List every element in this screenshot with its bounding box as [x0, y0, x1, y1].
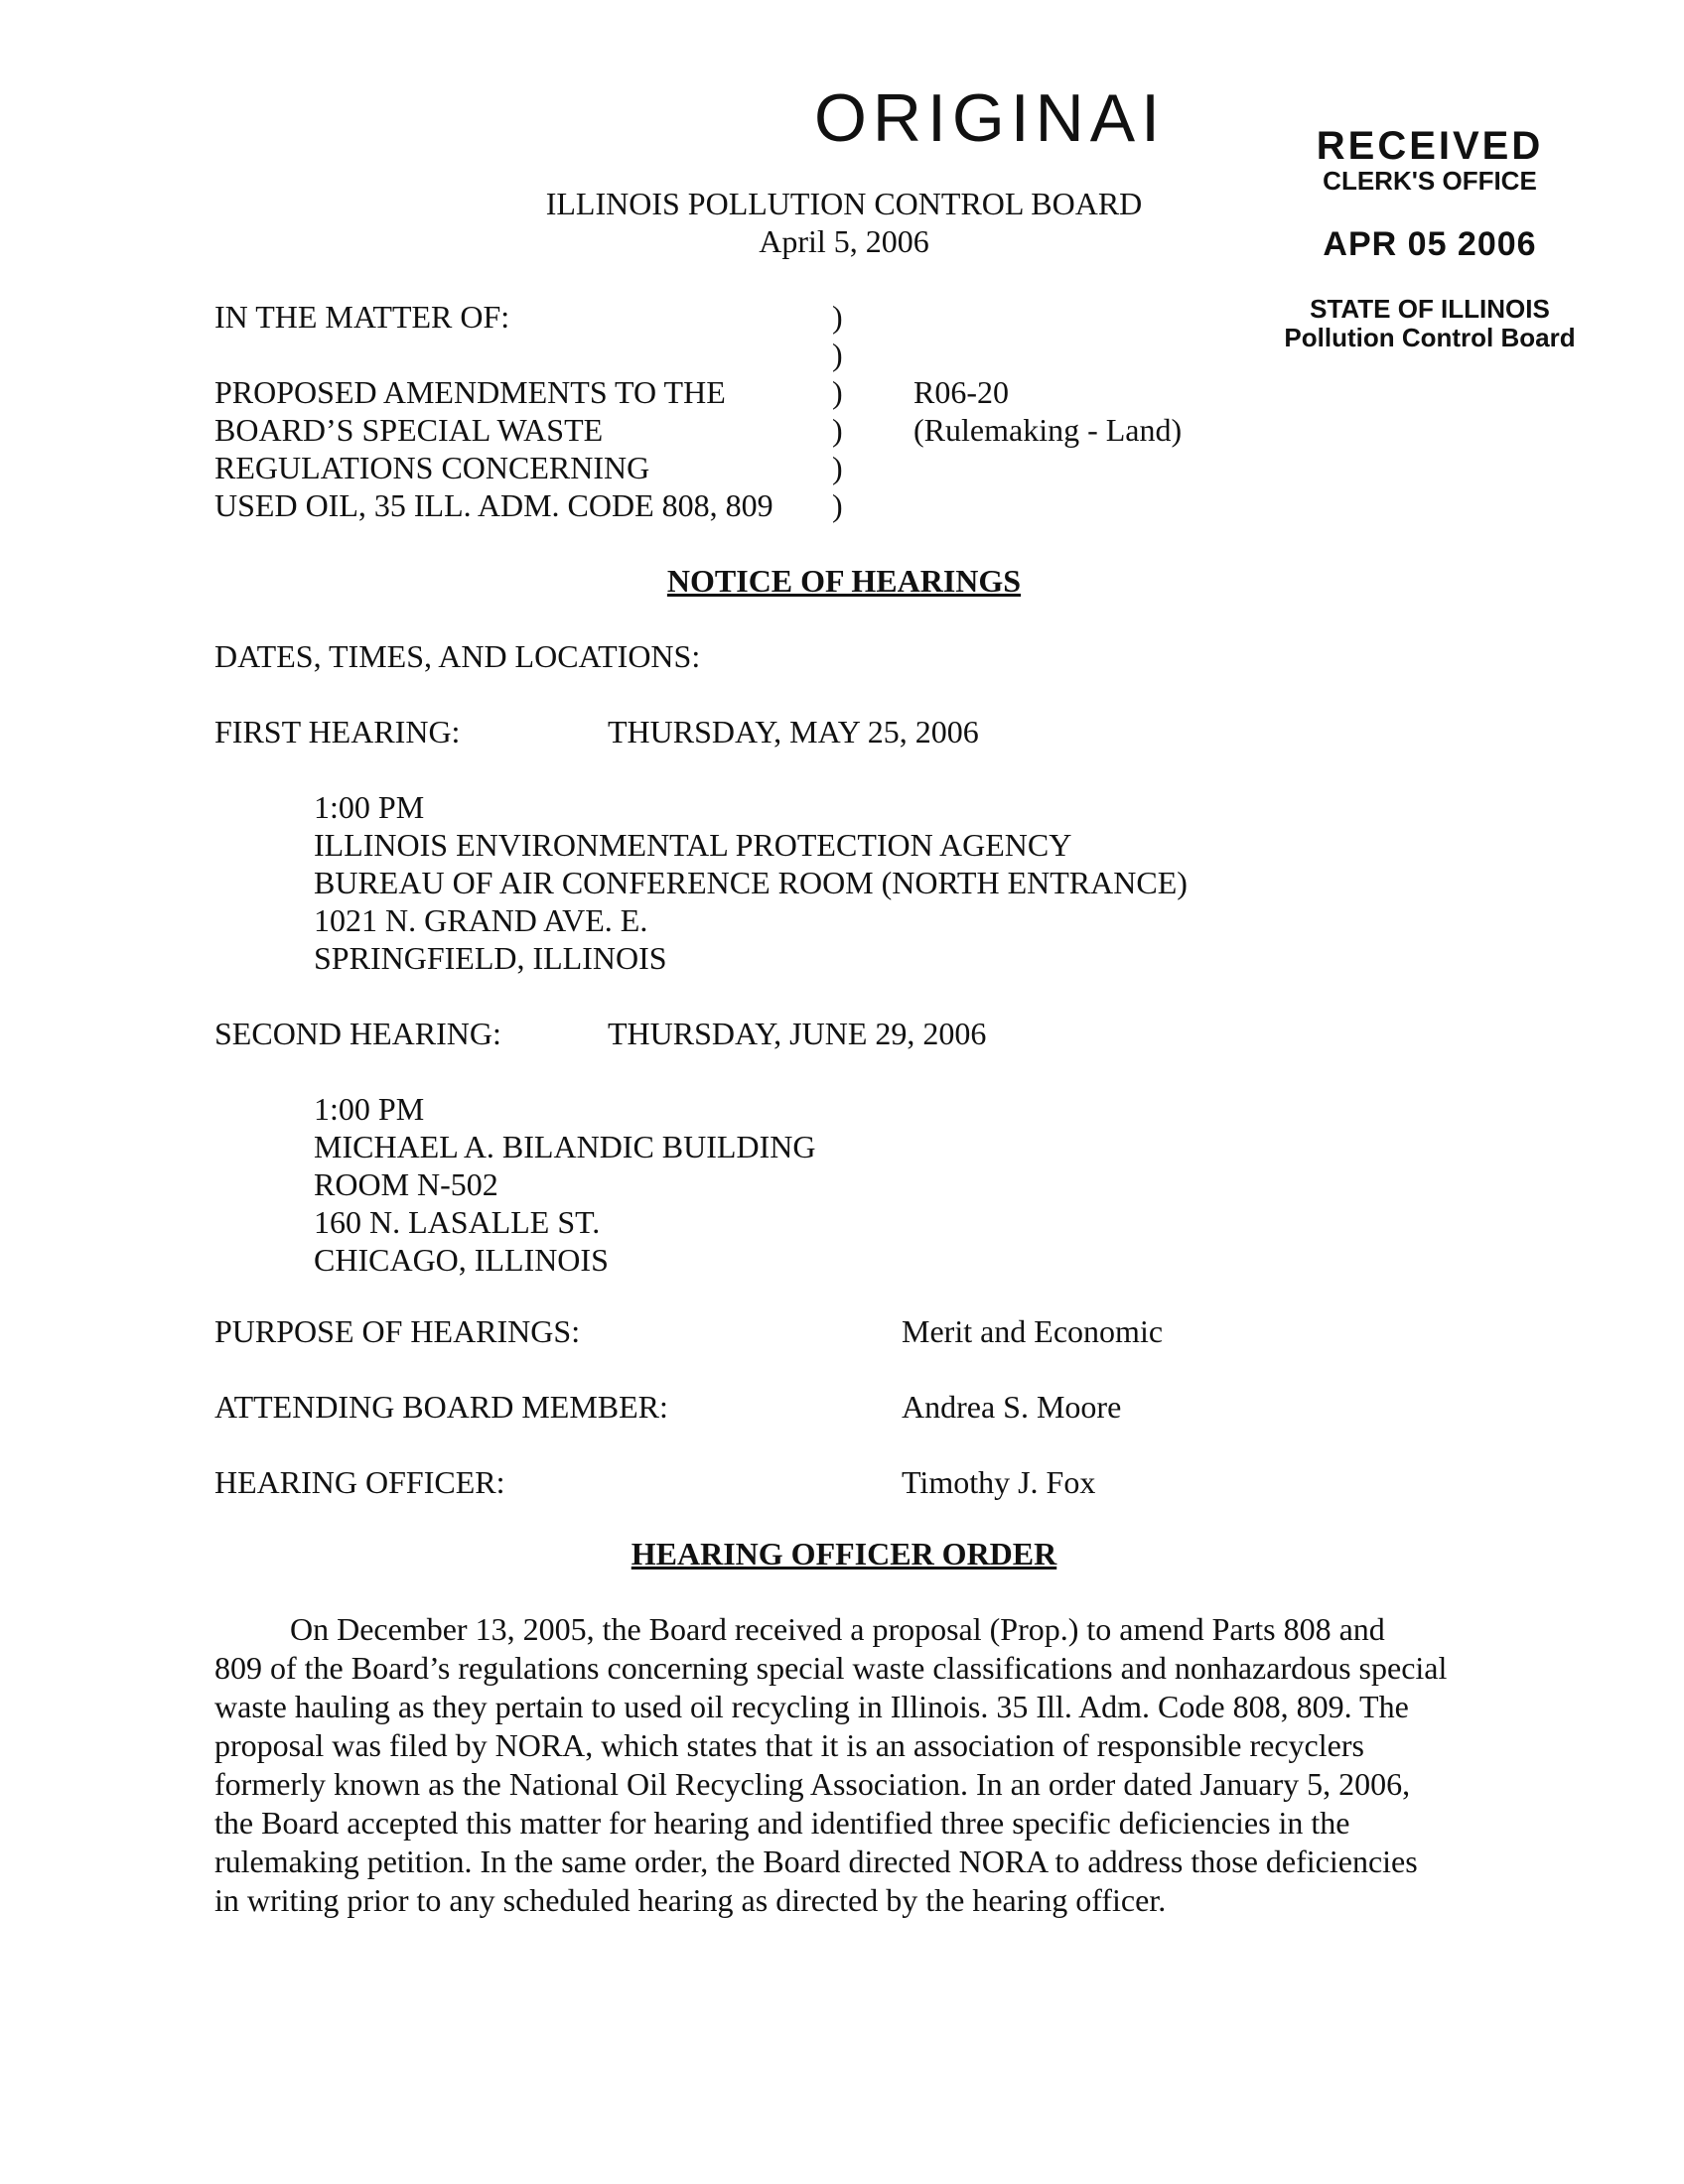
order-paragraph-line: proposal was filed by NORA, which states that it is an association of responsible recyclers: [214, 1727, 1364, 1763]
second-hearing-date: THURSDAY, JUNE 29, 2006: [608, 1016, 987, 1051]
dates-times-locations-label: DATES, TIMES, AND LOCATIONS:: [214, 638, 701, 674]
order-paragraph-line: waste hauling as they pertain to used oil recycling in Illinois. 35 Ill. Adm. Code 808, 809. The: [214, 1689, 1409, 1724]
caption-line-1: PROPOSED AMENDMENTS TO THE: [214, 374, 726, 410]
order-paragraph-line: formerly known as the National Oil Recycling Association. In an order dated January 5, 2006,: [214, 1766, 1411, 1802]
board-member-label: ATTENDING BOARD MEMBER:: [214, 1389, 668, 1425]
caption-paren: ): [832, 299, 843, 335]
received-date: APR 05 2006: [1323, 225, 1537, 263]
hearing-officer-label: HEARING OFFICER:: [214, 1464, 505, 1500]
received-state: STATE OF ILLINOIS: [1310, 294, 1550, 324]
original-stamp: ORIGINAI: [814, 80, 1167, 156]
docket-type: (Rulemaking - Land): [913, 412, 1183, 448]
purpose-label: PURPOSE OF HEARINGS:: [214, 1313, 581, 1349]
first-hearing-label: FIRST HEARING:: [214, 714, 461, 750]
order-paragraph-line: rulemaking petition. In the same order, the Board directed NORA to address those deficiencies: [214, 1843, 1418, 1879]
second-hearing-location-line: MICHAEL A. BILANDIC BUILDING: [314, 1129, 816, 1164]
second-hearing-time: 1:00 PM: [314, 1091, 425, 1127]
order-heading: HEARING OFFICER ORDER: [631, 1536, 1057, 1571]
caption-paren: ): [832, 412, 843, 448]
order-paragraph-line: 809 of the Board’s regulations concerning special waste classifications and nonhazardous special: [214, 1650, 1448, 1686]
received-title: RECEIVED: [1316, 124, 1544, 168]
received-office: CLERK'S OFFICE: [1323, 166, 1537, 196]
first-hearing-date: THURSDAY, MAY 25, 2006: [608, 714, 979, 750]
caption-paren: ): [832, 487, 843, 523]
caption-paren: ): [832, 374, 843, 410]
agency-name: ILLINOIS POLLUTION CONTROL BOARD: [545, 186, 1143, 221]
docket-number: R06-20: [913, 374, 1009, 410]
purpose-value: Merit and Economic: [902, 1313, 1164, 1349]
matter-label: IN THE MATTER OF:: [214, 299, 510, 335]
order-date: April 5, 2006: [759, 223, 929, 259]
first-hearing-location-line: ILLINOIS ENVIRONMENTAL PROTECTION AGENCY: [314, 827, 1072, 863]
second-hearing-location-line: CHICAGO, ILLINOIS: [314, 1242, 609, 1278]
second-hearing-location-line: ROOM N-502: [314, 1166, 498, 1202]
first-hearing-location-line: SPRINGFIELD, ILLINOIS: [314, 940, 667, 976]
first-hearing-time: 1:00 PM: [314, 789, 425, 825]
caption-line-4: USED OIL, 35 ILL. ADM. CODE 808, 809: [214, 487, 773, 523]
first-hearing-location-line: 1021 N. GRAND AVE. E.: [314, 902, 648, 938]
second-hearing-location-line: 160 N. LASALLE ST.: [314, 1204, 601, 1240]
caption-paren: ): [832, 450, 843, 485]
caption-line-3: REGULATIONS CONCERNING: [214, 450, 650, 485]
order-paragraph-line: On December 13, 2005, the Board received a proposal (Prop.) to amend Parts 808 and: [290, 1611, 1385, 1647]
notice-heading: NOTICE OF HEARINGS: [666, 563, 1022, 599]
received-board: Pollution Control Board: [1284, 323, 1576, 352]
caption-paren: ): [832, 337, 843, 372]
caption-line-2: BOARD’S SPECIAL WASTE: [214, 412, 604, 448]
second-hearing-label: SECOND HEARING:: [214, 1016, 501, 1051]
received-stamp: [1261, 125, 1599, 351]
first-hearing-location-line: BUREAU OF AIR CONFERENCE ROOM (NORTH ENTRANCE): [314, 865, 1188, 900]
board-member-value: Andrea S. Moore: [902, 1389, 1122, 1425]
hearing-officer-value: Timothy J. Fox: [902, 1464, 1096, 1500]
order-paragraph-line: the Board accepted this matter for hearing and identified three specific deficiencies in the: [214, 1805, 1350, 1841]
order-paragraph-line: in writing prior to any scheduled hearing as directed by the hearing officer.: [214, 1882, 1167, 1918]
